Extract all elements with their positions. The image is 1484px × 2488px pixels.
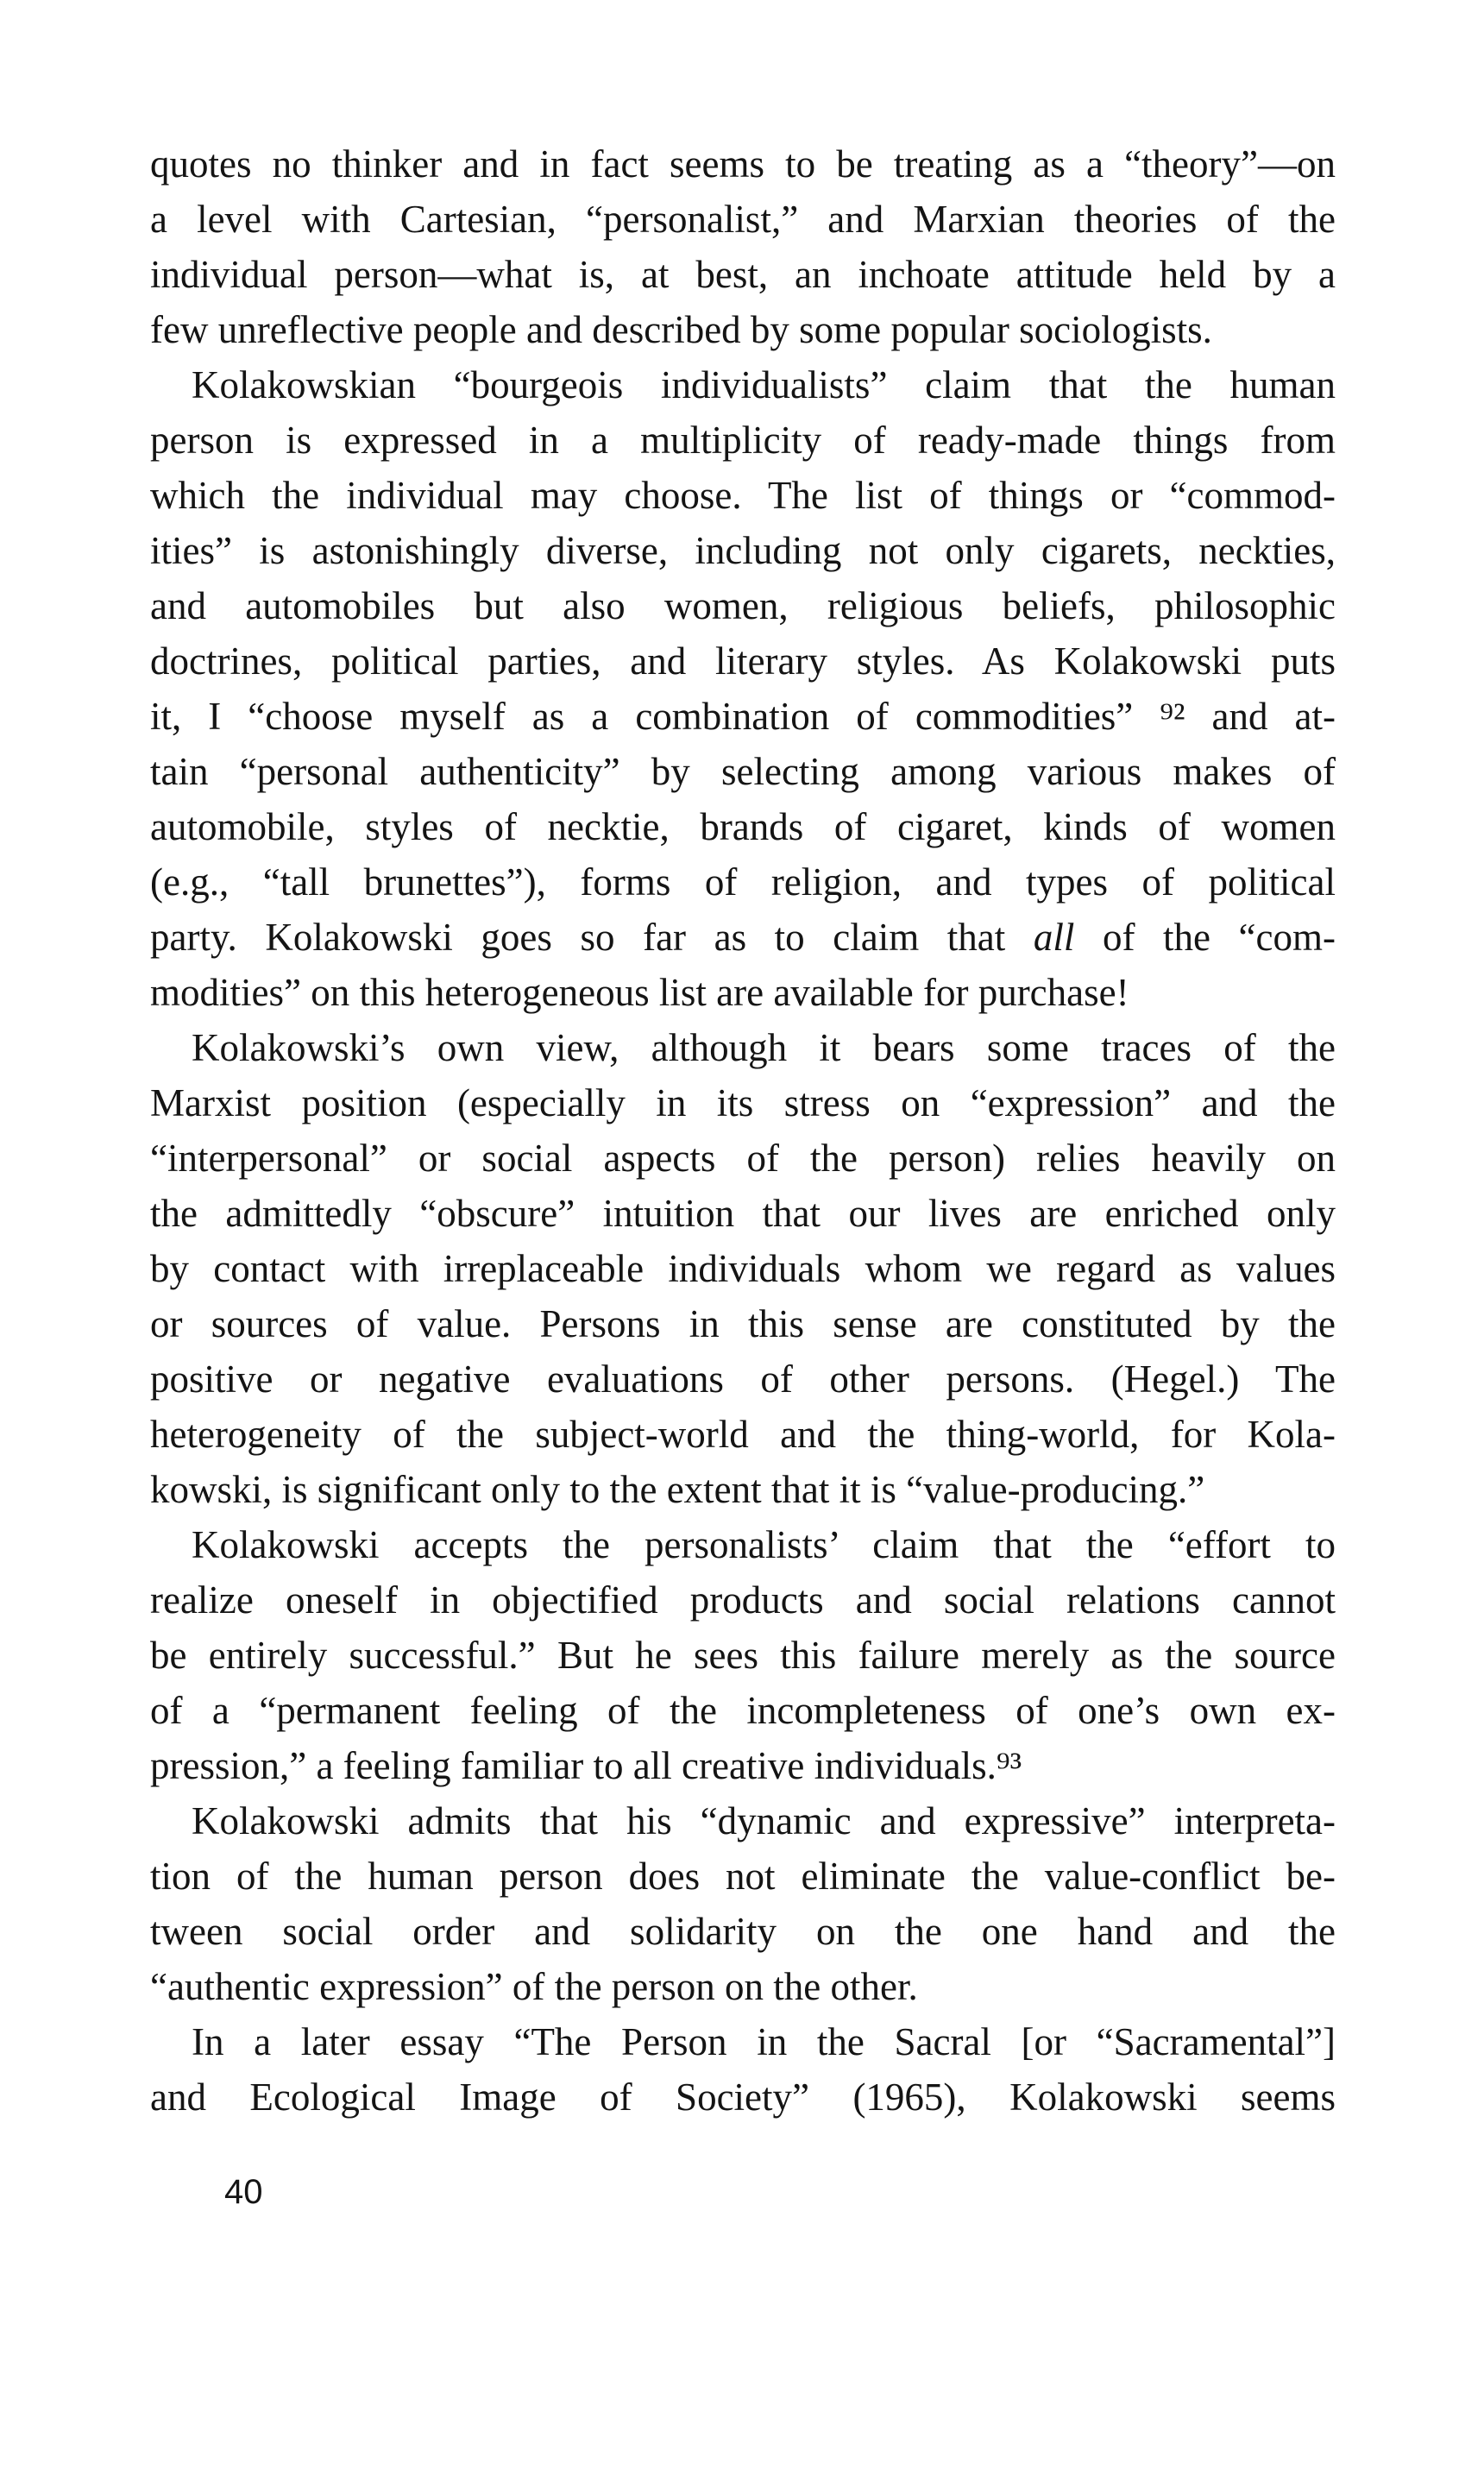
text-line: Kolakowski accepts the personalists’ claim that the “effort to — [192, 1523, 1336, 1566]
text-line: individual person—what is, at best, an inchoate attitude held by a — [150, 253, 1336, 296]
text-line: the admittedly “obscure” intuition that our lives are enriched only — [150, 1192, 1336, 1235]
text-line: “interpersonal” or social aspects of the person) relies heavily on — [150, 1137, 1336, 1180]
text-line: Marxist position (especially in its stress on “expression” and the — [150, 1081, 1336, 1124]
text-line: realize oneself in objectified products and social relations cannot — [150, 1578, 1336, 1622]
text-line: or sources of value. Persons in this sense are constituted by the — [150, 1302, 1336, 1345]
text-line: In a later essay “The Person in the Sacral [or “Sacramental”] — [192, 2020, 1336, 2063]
text-line: modities” on this heterogeneous list are available for purchase! — [150, 971, 1129, 1014]
text-line: ities” is astonishingly diverse, including not only cigarets, neckties, — [150, 529, 1336, 572]
text-line: and automobiles but also women, religious beliefs, philosophic — [150, 584, 1336, 627]
text-line: quotes no thinker and in fact seems to be treating as a “theory”—on — [150, 142, 1336, 186]
text-line: “authentic expression” of the person on the other. — [150, 1965, 918, 2008]
text-line: tween social order and solidarity on the one hand and the — [150, 1910, 1336, 1953]
text-line: tain “personal authenticity” by selecting among various makes of — [150, 750, 1336, 793]
page-body-text — [150, 136, 1336, 2125]
text-line: heterogeneity of the subject-world and the thing-world, for Kola- — [150, 1413, 1336, 1456]
text-line: doctrines, political parties, and literary styles. As Kolakowski puts — [150, 639, 1336, 683]
text-line: positive or negative evaluations of other persons. (Hegel.) The — [150, 1357, 1336, 1401]
text-line: which the individual may choose. The list of things or “commod- — [150, 474, 1336, 517]
text-line: pression,” a feeling familiar to all creative individuals.⁹³ — [150, 1744, 1022, 1787]
text-line: a level with Cartesian, “personalist,” and Marxian theories of the — [150, 198, 1336, 241]
text-line: kowski, is significant only to the extent that it is “value-producing.” — [150, 1468, 1205, 1511]
text-line: person is expressed in a multiplicity of ready-made things from — [150, 419, 1336, 462]
text-line: Kolakowski’s own view, although it bears some traces of the — [192, 1026, 1336, 1069]
text-line: Kolakowski admits that his “dynamic and expressive” interpreta- — [192, 1799, 1336, 1842]
text-line: (e.g., “tall brunettes”), forms of religion, and types of political — [150, 860, 1336, 904]
text-line: Kolakowskian “bourgeois individualists” claim that the human — [192, 363, 1336, 406]
page-number: 40 — [224, 2173, 263, 2211]
text-line: by contact with irreplaceable individuals whom we regard as values — [150, 1247, 1336, 1290]
emphasis-all: all — [1033, 916, 1075, 959]
text-line: and Ecological Image of Society” (1965), Kolakowski seems — [150, 2075, 1336, 2119]
text-line: it, I “choose myself as a combination of commodities” ⁹² and at- — [150, 695, 1336, 738]
text-line: party. Kolakowski goes so far as to claim that all of the “com- — [150, 916, 1336, 959]
text-line: automobile, styles of necktie, brands of cigaret, kinds of women — [150, 805, 1336, 848]
text-line: few unreflective people and described by some popular sociologists. — [150, 308, 1212, 351]
text-line: be entirely successful.” But he sees this failure merely as the source — [150, 1634, 1336, 1677]
text-line: tion of the human person does not eliminate the value-conflict be- — [150, 1855, 1336, 1898]
text-line: of a “permanent feeling of the incompleteness of one’s own ex- — [150, 1689, 1336, 1732]
